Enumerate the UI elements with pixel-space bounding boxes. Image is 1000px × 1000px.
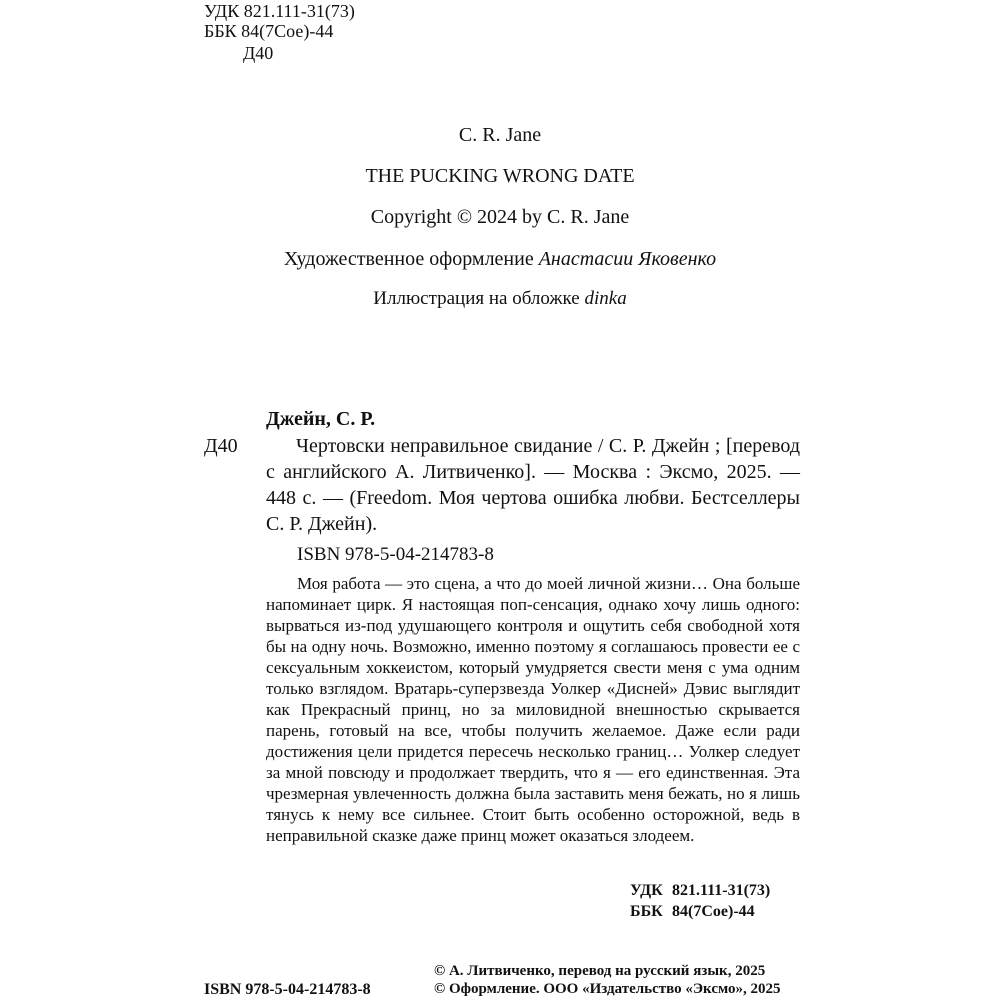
illustration-credit-name: dinka [584,288,627,309]
footer-isbn: ISBN 978-5-04-214783-8 [204,981,371,998]
illustration-credit [0,288,1000,310]
bbk-code-bottom [630,903,755,921]
bbk-code-top: ББК 84(7Сое)-44 [204,21,334,41]
udk-code-top: УДК 821.111-31(73) [204,1,355,21]
design-credit-label: Художественное оформление [283,248,539,270]
bbk-value: 84(7Сое)-44 [672,903,755,920]
illustration-credit-label: Иллюстрация на обложке [373,288,585,309]
author-mark-top: Д40 [243,43,274,63]
udk-label: УДК [630,882,663,899]
bbk-label: ББК [630,903,663,920]
original-title: THE PUCKING WRONG DATE [365,165,635,187]
record-author-heading: Джейн, С. Р. [266,408,376,430]
design-copyright: © Оформление. ООО «Издательство «Эксмо», 2025 [434,981,781,997]
record-description: Чертовски неправильное свидание / С. Р. Джейн ; [перевод с английского А. Литвиченко]. — Москва : Эксмо, 2025. — 448 с. — (Freedom. Моя чертова ошибка любви. Бестселлеры С. Р. Джейн). [266,435,800,535]
design-credit [0,248,1000,271]
record-isbn: ISBN 978-5-04-214783-8 [297,544,494,565]
udk-value: 821.111-31(73) [672,882,771,899]
record-shelf-mark: Д40 [204,435,238,457]
original-author: C. R. Jane [458,124,542,146]
translation-copyright: © А. Литвиченко, перевод на русский язык, 2025 [434,963,766,979]
udk-code-bottom [630,882,770,900]
copyright-line: Copyright © 2024 by C. R. Jane [370,206,630,228]
book-annotation: Моя работа — это сцена, а что до моей личной жизни… Она больше напоминает цирк. Я настоящая поп-сенсация, однако хочу лишь одного: вырваться из-под удушающего контроля и ощутить себя свободной хотя бы на одну ночь. Возможно, именно поэтому я соглашаюсь провести ее с сексуальным хоккеистом, который умудряется свести меня с ума одним только взглядом. Вратарь-суперзвезда Уолкер «Дисней» Дэвис выглядит как Прекрасный принц, но за миловидной внешностью скрывается парень, готовый на все, чтобы получить желаемое. Даже если ради достижения цели придется пересечь несколько границ… Уолкер следует за мной повсюду и продолжает твердить, что я — его единственная. Эта чрезмерная увлеченность должна была заставить меня бежать, но я лишь тянусь к нему все сильнее. Стоит быть особенно осторожной, ведь в неправильной сказке даже принц может оказаться злодеем. [266,574,800,845]
design-credit-name: Анастасии Яковенко [538,248,717,270]
